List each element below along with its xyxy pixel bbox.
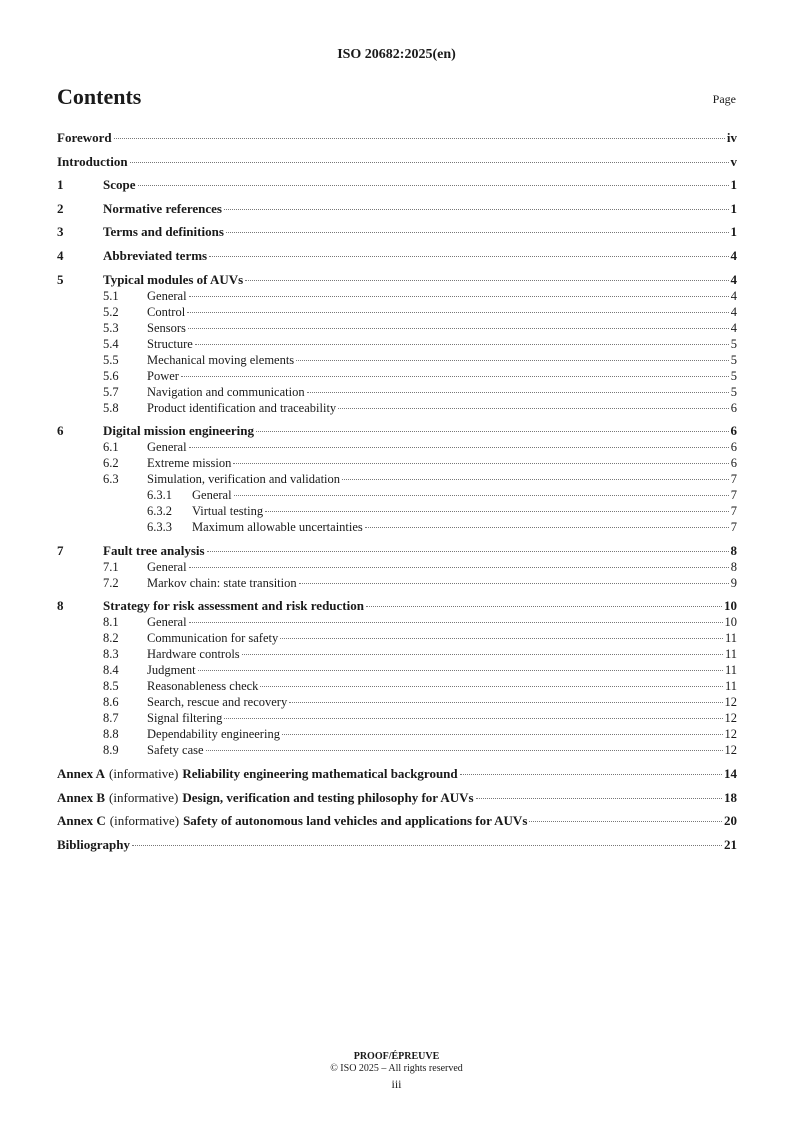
toc-entry-page: 5 [730,384,737,399]
toc-entry[interactable] [57,320,737,336]
toc-entry-number: 5.7 [103,384,119,399]
toc-entry-number: 6.1 [103,440,119,455]
dot-leader [299,583,729,584]
toc-entry-page: 9 [730,575,737,590]
toc-entry-number: 1 [57,177,64,193]
dot-leader [233,463,728,464]
dot-leader [296,360,729,361]
toc-entry-page: 1 [730,200,737,216]
dot-leader [280,638,723,639]
dot-leader [226,232,729,233]
toc-entry-page: 12 [724,695,737,710]
toc-entry-page: iv [726,130,737,145]
toc-entry-page: 4 [730,320,737,335]
toc-entry[interactable] [57,662,737,678]
toc-entry-title: Structure [147,336,193,351]
toc-entry-number: 5.1 [103,288,119,303]
toc-entry[interactable] [57,614,737,630]
toc-entry-number: 6.3 [103,472,119,487]
toc-entry-page: 12 [724,743,737,758]
toc-entry-number: 6.3.1 [147,488,172,503]
toc-entry[interactable] [57,248,737,264]
toc-entry-number: 8.1 [103,615,119,630]
dot-leader [209,256,728,257]
toc-entry-title: Navigation and communication [147,384,305,399]
page-column-label: Page [712,92,736,106]
toc-entry[interactable] [57,336,737,352]
page-title: Contents [57,84,142,109]
toc-entry-page: 10 [724,615,737,630]
toc-entry-title: Typical modules of AUVs [103,271,244,287]
toc-entry[interactable] [57,742,737,758]
annex-informative: (informative) [109,813,180,829]
toc-entry[interactable] [57,384,737,400]
dot-leader [476,798,722,799]
copyright-notice: © ISO 2025 – All rights reserved [330,1063,463,1074]
toc-entry-title: General [192,488,232,503]
dot-leader [289,702,722,703]
toc-entry-page: 6 [730,456,737,471]
dot-leader [529,821,722,822]
toc-entry-page: 11 [724,631,737,646]
toc-entry-title: Foreword [57,130,112,145]
toc-entry-title: Power [147,368,179,383]
toc-entry[interactable] [57,726,737,742]
dot-leader [206,750,723,751]
toc-entry-number: 8.2 [103,631,119,646]
dot-leader [242,654,723,655]
toc-entry-title: Normative references [103,200,222,216]
dot-leader [307,392,729,393]
dot-leader [245,280,728,281]
toc-entry[interactable] [57,201,737,217]
toc-entry-number: 6.3.3 [147,520,172,535]
toc-entry-number: 2 [57,200,64,216]
dot-leader [207,551,729,552]
dot-leader [260,686,723,687]
dot-leader [282,734,723,735]
toc-entry-number: 7.2 [103,575,119,590]
dot-leader [181,376,729,377]
table-of-contents [57,130,737,853]
toc-entry-number: 8.8 [103,727,119,742]
toc-entry-number: 6 [57,423,64,439]
toc-entry-page: 6 [730,400,737,415]
toc-entry-number: 3 [57,224,64,240]
toc-entry-title: Design, verification and testing philosophy for AUVs [182,789,474,805]
toc-entry-title: Abbreviated terms [103,247,208,263]
toc-entry-title: Extreme mission [147,456,232,471]
dot-leader [198,670,723,671]
toc-entry-title: Signal filtering [147,711,223,726]
toc-entry[interactable] [57,224,737,240]
toc-entry-page: 21 [724,836,737,852]
toc-entry-number: 7 [57,542,64,558]
toc-entry-page: 11 [724,647,737,662]
toc-entry[interactable] [57,423,737,439]
toc-entry[interactable] [57,630,737,646]
toc-entry[interactable] [57,471,737,487]
page-number: iii [391,1077,402,1091]
toc-entry-number: 5.2 [103,304,119,319]
toc-entry-title: Fault tree analysis [103,542,205,558]
toc-entry-title: Terms and definitions [103,224,224,240]
dot-leader [195,344,729,345]
toc-entry-title: Virtual testing [192,504,264,519]
toc-entry-title: Mechanical moving elements [147,352,295,367]
annex-informative: (informative) [109,765,179,781]
toc-entry[interactable] [57,646,737,662]
toc-entry[interactable] [57,678,737,694]
toc-entry-title: Simulation, verification and validation [147,472,341,487]
toc-entry[interactable] [57,154,737,170]
toc-entry-page: 4 [730,304,737,319]
toc-entry[interactable] [57,710,737,726]
dot-leader [189,567,729,568]
toc-entry-page: 8 [730,559,737,574]
toc-entry-title: Scope [103,177,136,193]
dot-leader [188,328,729,329]
toc-entry-page: 7 [730,472,737,487]
toc-entry[interactable] [57,352,737,368]
toc-entry-page: 4 [730,288,737,303]
toc-entry-page: 18 [724,789,737,805]
toc-entry-page: 10 [724,598,737,614]
toc-entry-page: 5 [730,352,737,367]
toc-entry-page: 7 [730,504,737,519]
toc-entry-page: 11 [724,663,737,678]
dot-leader [189,622,723,623]
toc-entry-title: General [147,288,187,303]
toc-entry[interactable] [57,288,737,304]
toc-entry[interactable] [57,813,737,829]
toc-entry-number: 5.3 [103,320,119,335]
toc-entry-title: Introduction [57,153,128,169]
toc-entry-title: General [147,559,187,574]
annex-label: Annex C [57,813,106,829]
toc-entry-number: 5.4 [103,336,119,351]
toc-entry-title: Judgment [147,663,196,678]
toc-entry[interactable] [57,598,737,614]
toc-entry[interactable] [57,575,737,591]
dot-leader [265,511,729,512]
dot-leader [234,495,729,496]
toc-entry-number: 8.6 [103,695,119,710]
toc-entry-number: 8.4 [103,663,119,678]
toc-entry-page: 1 [730,177,737,193]
toc-entry-page: 7 [730,520,737,535]
toc-entry[interactable] [57,177,737,193]
toc-entry-title: Search, rescue and recovery [147,695,288,710]
toc-entry-title: Safety of autonomous land vehicles and applications for AUVs [183,813,528,829]
annex-informative: (informative) [109,789,179,805]
dot-leader [189,447,729,448]
toc-entry-title: General [147,440,187,455]
dot-leader [189,296,729,297]
dot-leader [338,408,729,409]
annex-label: Annex B [57,789,106,805]
annex-label: Annex A [57,765,106,781]
toc-entry-title: Sensors [147,320,186,335]
toc-entry-number: 4 [57,247,64,263]
toc-entry[interactable] [57,455,737,471]
toc-entry-title: Maximum allowable uncertainties [192,520,363,535]
toc-entry-page: 12 [724,727,737,742]
toc-entry-number: 8 [57,598,64,614]
toc-entry-number: 7.1 [103,559,119,574]
toc-entry[interactable] [57,837,737,853]
dot-leader [224,209,729,210]
toc-entry-page: 7 [730,488,737,503]
toc-entry[interactable] [57,519,737,535]
document-header: ISO 20682:2025(en) [337,47,456,62]
toc-entry-page: 6 [730,440,737,455]
toc-entry[interactable] [57,694,737,710]
toc-entry[interactable] [57,368,737,384]
toc-entry-title: Strategy for risk assessment and risk reduction [103,598,364,614]
dot-leader [132,845,722,846]
toc-entry-title: Dependability engineering [147,727,280,742]
toc-entry-number: 5.8 [103,400,119,415]
toc-entry[interactable] [57,400,737,416]
toc-entry-page: 8 [730,542,737,558]
dot-leader [256,431,729,432]
toc-entry[interactable] [57,304,737,320]
toc-entry-number: 8.7 [103,711,119,726]
toc-entry[interactable] [57,439,737,455]
toc-entry-page: 14 [724,765,737,781]
toc-entry-title: Bibliography [57,836,130,852]
toc-entry-number: 5.6 [103,368,119,383]
toc-entry-number: 6.3.2 [147,504,172,519]
toc-entry[interactable] [57,543,737,559]
dot-leader [138,185,729,186]
toc-entry[interactable] [57,487,737,503]
toc-entry-title: Digital mission engineering [103,423,254,439]
toc-entry-title: Product identification and traceability [147,400,337,415]
toc-entry-number: 8.3 [103,647,119,662]
toc-entry-page: 11 [724,679,737,694]
toc-entry-title: Hardware controls [147,647,240,662]
toc-entry[interactable] [57,272,737,288]
toc-entry[interactable] [57,790,737,806]
toc-entry-number: 5.5 [103,352,119,367]
dot-leader [366,606,722,607]
toc-entry-page: 12 [724,711,737,726]
toc-entry-title: Communication for safety [147,631,279,646]
toc-entry-page: 4 [730,247,737,263]
toc-entry-title: Markov chain: state transition [147,575,297,590]
toc-entry[interactable] [57,130,737,146]
dot-leader [187,312,729,313]
toc-entry-page: 1 [730,224,737,240]
dot-leader [365,527,729,528]
dot-leader [342,479,729,480]
page-footer [0,1051,793,1090]
proof-label: PROOF/ÉPREUVE [353,1051,440,1062]
toc-entry-page: 20 [724,813,737,829]
toc-entry-number: 8.9 [103,743,119,758]
toc-entry-number: 6.2 [103,456,119,471]
dot-leader [460,774,722,775]
toc-entry[interactable] [57,559,737,575]
toc-entry-number: 8.5 [103,679,119,694]
toc-entry-title: Reasonableness check [147,679,259,694]
dot-leader [114,138,725,139]
toc-entry-title: General [147,615,187,630]
toc-entry-number: 5 [57,271,64,287]
toc-entry-page: 5 [730,336,737,351]
dot-leader [130,162,729,163]
toc-entry[interactable] [57,503,737,519]
toc-entry[interactable] [57,766,737,782]
toc-entry-page: 5 [730,368,737,383]
toc-entry-page: v [730,153,737,169]
toc-entry-title: Safety case [147,743,204,758]
dot-leader [224,718,722,719]
toc-entry-title: Reliability engineering mathematical background [182,765,458,781]
toc-entry-page: 4 [730,271,737,287]
toc-entry-page: 6 [730,423,737,439]
toc-entry-title: Control [147,304,186,319]
